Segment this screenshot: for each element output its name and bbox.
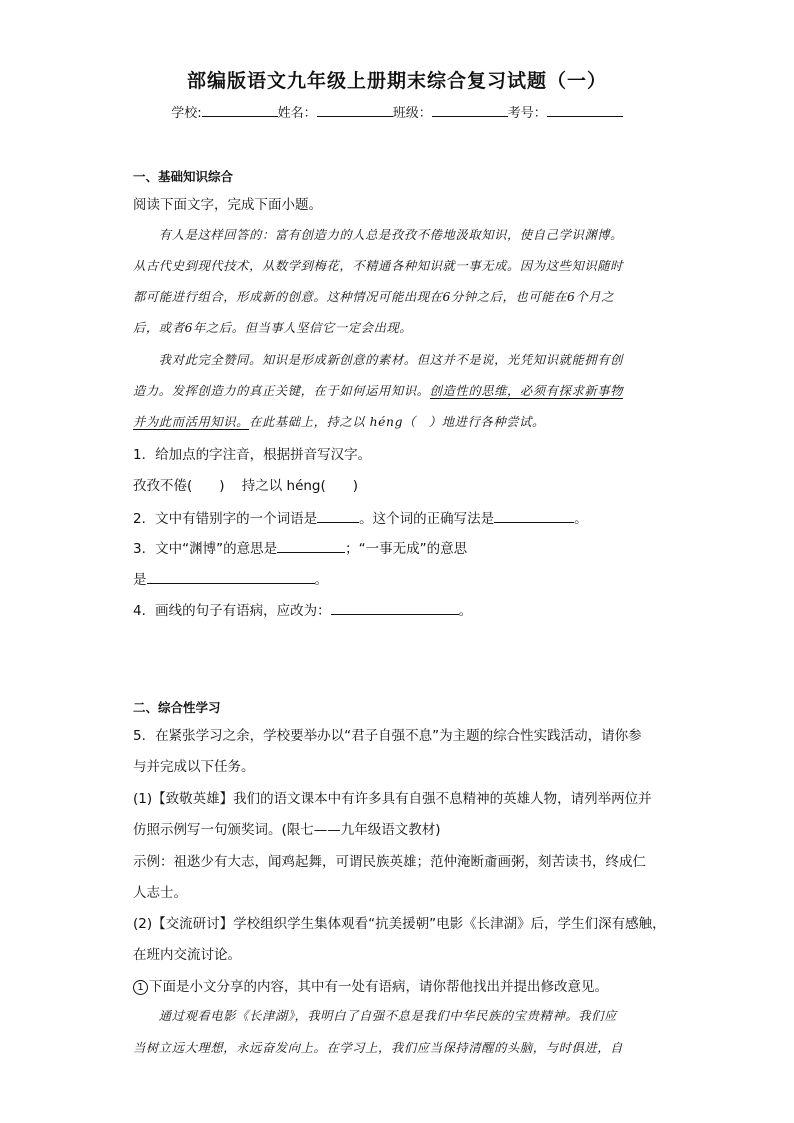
question-3-text: 。 bbox=[314, 572, 328, 588]
circled-number: 1 bbox=[133, 980, 148, 995]
example: 示例：祖逖少有大志，闻鸡起舞，可谓民族英雄；范仲淹断齑画粥，刻苦读书，终成仁 bbox=[133, 854, 646, 870]
underlined-sentence: 并为此而活用知识。 bbox=[133, 415, 250, 429]
question-2 bbox=[133, 507, 588, 527]
id-blank[interactable] bbox=[547, 103, 623, 117]
example: 人志士。 bbox=[133, 885, 187, 901]
passage-line bbox=[133, 381, 663, 399]
class-blank[interactable] bbox=[432, 103, 508, 117]
answer-heng[interactable]: 持之以 héng( ) bbox=[241, 478, 359, 494]
answer-blank[interactable] bbox=[277, 539, 345, 553]
answer-zizibujuan[interactable]: 孜孜不倦( ) bbox=[133, 478, 225, 494]
passage-line: 我对此完全赞同。知识是形成新创意的素材。但这并不是说，光凭知识就能拥有创 bbox=[133, 353, 624, 367]
section-intro: 阅读下面文字，完成下面小题。 bbox=[133, 197, 322, 213]
question-3-line2 bbox=[133, 568, 328, 588]
task-2: (2)【交流研讨】学校组织学生集体观看“抗美援朝”电影《长津湖》后，学生们深有感触， bbox=[133, 916, 666, 932]
share-line: 通过观看电影《长津湖》，我明白了自强不息是我们中华民族的宝贵精神。我们应 bbox=[133, 1009, 617, 1023]
question-4-text: 4．画线的句子有语病，应改为： bbox=[133, 603, 331, 619]
passage-line: 有人是这样回答的：富有创造力的人总是孜孜不倦地汲取知识，使自己学识渊博。 bbox=[133, 228, 624, 242]
task-2: 在班内交流讨论。 bbox=[133, 947, 241, 963]
passage-text: 造力。发挥创造力的真正关键，在于如何运用知识。 bbox=[133, 384, 430, 398]
school-blank[interactable] bbox=[202, 103, 278, 117]
class-label: 班级： bbox=[392, 106, 432, 121]
passage-line: 都可能进行组合，形成新的创意。这种情况可能出现在6分钟之后，也可能在6个月之 bbox=[133, 290, 615, 304]
question-3-text: 是 bbox=[133, 572, 147, 588]
name-blank[interactable] bbox=[317, 103, 393, 117]
passage-line: 从古代史到现代技术，从数学到梅花，不精通各种知识就一事无成。因为这些知识随时 bbox=[133, 259, 624, 273]
answer-blank[interactable] bbox=[494, 509, 574, 523]
question-1-answers bbox=[133, 474, 358, 494]
question-4-text: 。 bbox=[458, 603, 473, 619]
passage-text: 在此基础上，持之以 héng（ ）地进行各种尝试。 bbox=[249, 415, 545, 429]
section-heading: 一、基础知识综合 bbox=[133, 169, 234, 184]
answer-blank[interactable] bbox=[147, 570, 315, 584]
question-3-text: 3．文中“渊博”的意思是 bbox=[133, 541, 278, 557]
id-label: 考号： bbox=[507, 106, 547, 121]
section-heading: 二、综合性学习 bbox=[133, 700, 221, 715]
answer-blank[interactable] bbox=[331, 601, 459, 615]
subtask-1 bbox=[133, 975, 608, 995]
question-3 bbox=[133, 537, 467, 557]
question-4 bbox=[133, 599, 472, 619]
question-2-text: 2．文中有错别字的一个词语是 bbox=[133, 511, 318, 527]
question-5: 5．在紧张学习之余，学校要举办以“君子自强不息”为主题的综合性实践活动，请你参 bbox=[133, 728, 642, 744]
underlined-sentence: 创造性的思维，必须有探求新事物 bbox=[429, 384, 624, 398]
page-title: 部编版语文九年级上册期末综合复习试题（一） bbox=[186, 70, 607, 92]
question-3-text: ；“一事无成”的意思 bbox=[345, 541, 468, 557]
task-1: (1)【致敬英雄】我们的语文课本中有许多具有自强不息精神的英雄人物，请列举两位并 bbox=[133, 791, 652, 807]
question-1: 1．给加点的字注音，根据拼音写汉字。 bbox=[133, 447, 372, 463]
share-line: 当树立远大理想，永远奋发向上。在学习上，我们应当保持清醒的头脑，与时俱进，自 bbox=[133, 1041, 624, 1055]
answer-blank[interactable] bbox=[317, 509, 359, 523]
name-label: 姓名： bbox=[277, 106, 317, 121]
question-5: 与并完成以下任务。 bbox=[133, 759, 255, 775]
passage-line: 后，或者6年之后。但当事人坚信它一定会出现。 bbox=[133, 321, 413, 335]
school-label: 学校: bbox=[171, 106, 202, 121]
student-info-line bbox=[0, 102, 794, 121]
passage-line bbox=[133, 412, 663, 430]
task-1: 仿照示例写一句颁奖词。(限七——九年级语文教材) bbox=[133, 822, 441, 838]
question-2-text: 。 bbox=[574, 511, 588, 527]
question-2-text: 。这个词的正确写法是 bbox=[359, 511, 495, 527]
subtask-text: 下面是小文分享的内容，其中有一处有语病，请你帮他找出并提出修改意见。 bbox=[149, 979, 608, 995]
